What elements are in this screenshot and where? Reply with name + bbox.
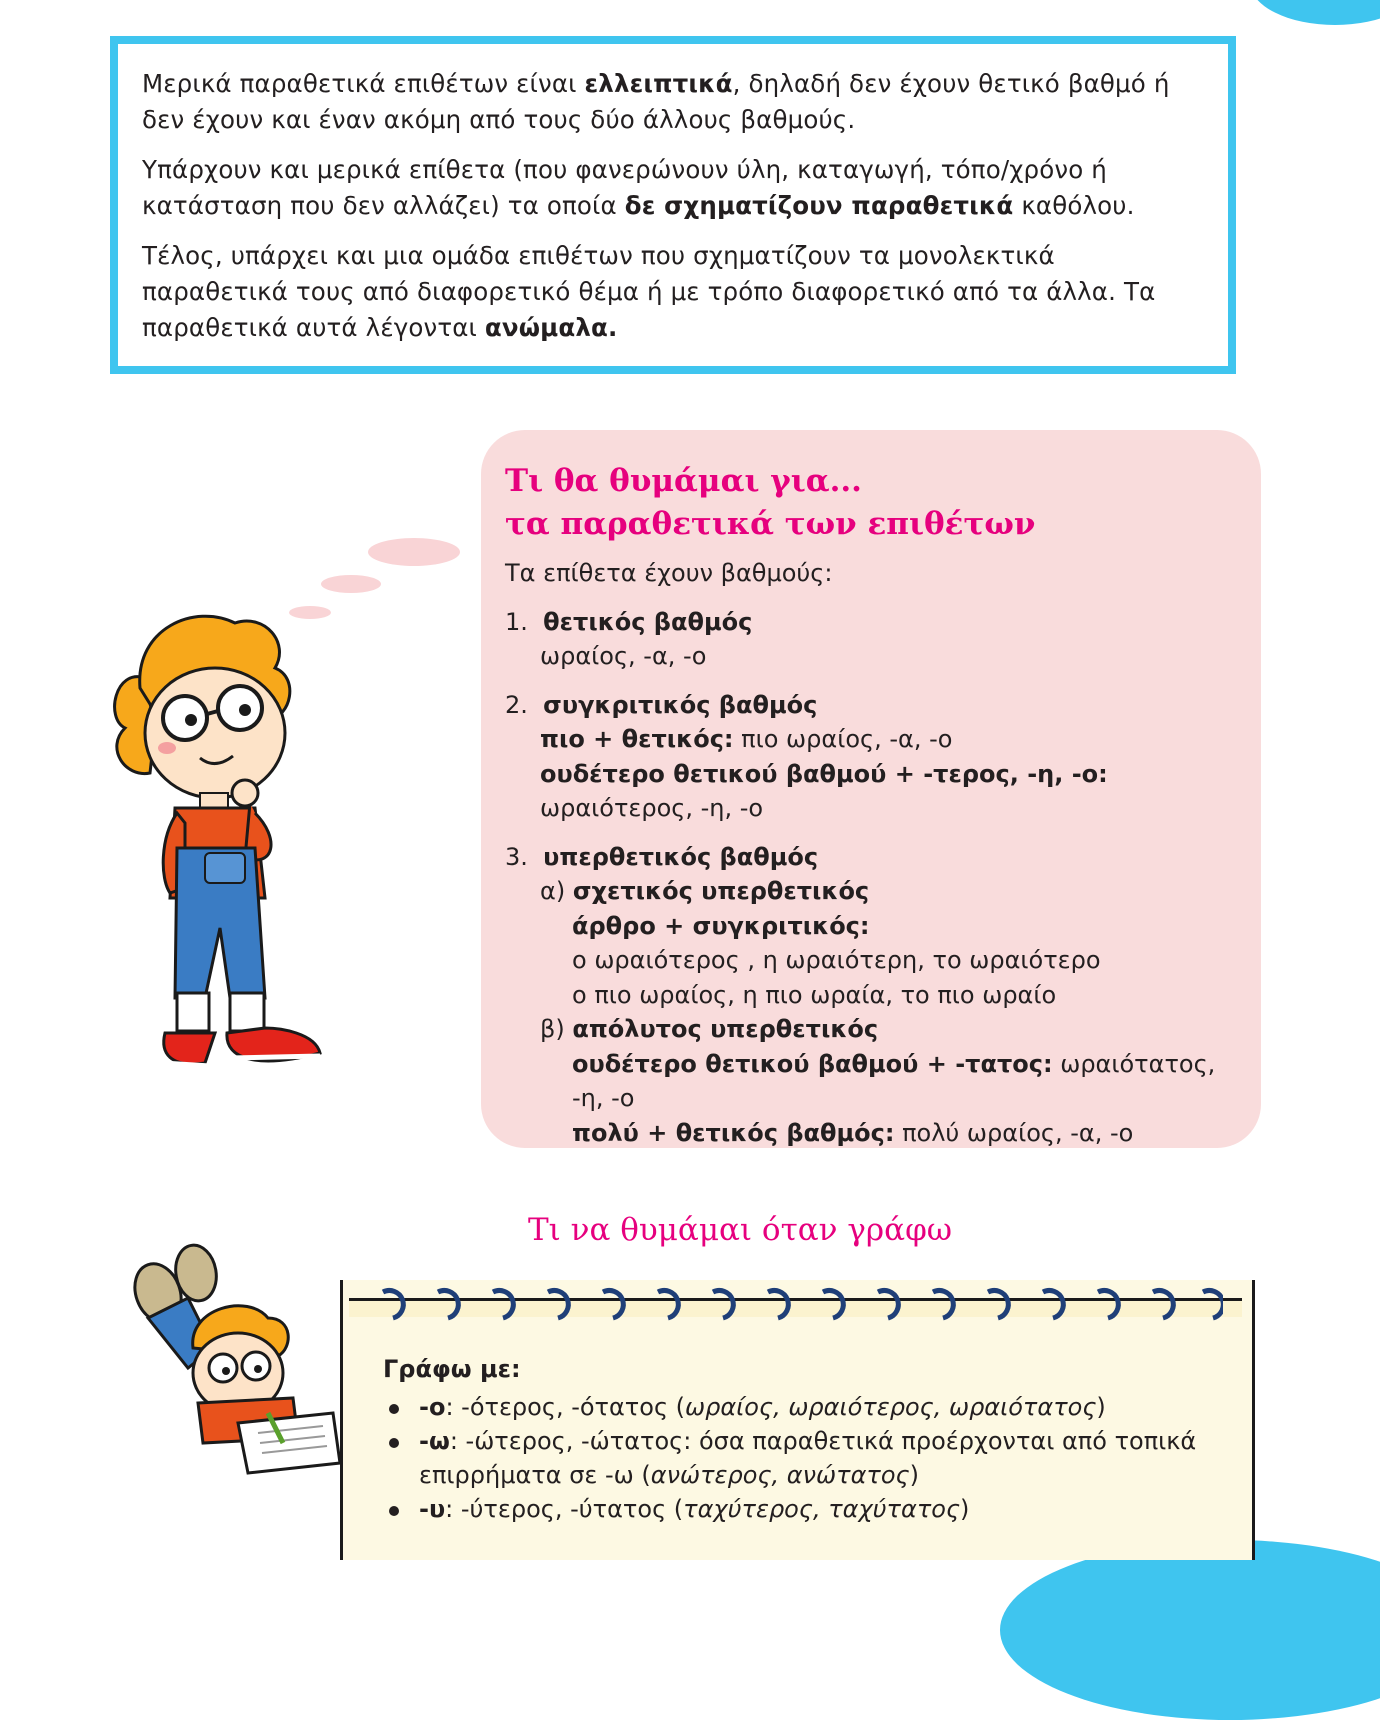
list-item: -υ: -ύτερος, -ύτατος (ταχύτερος, ταχύτατος)	[383, 1492, 1232, 1526]
degree-item-superlative: 3. υπερθετικός βαθμός	[505, 842, 819, 871]
comparative-rule-1: πιο + θετικός: πιο ωραίος, -α, -ο	[540, 725, 953, 753]
superlative-absolute: β) απόλυτος υπερθετικός	[540, 1015, 879, 1043]
writing-notepad	[340, 1280, 1255, 1560]
superlative-relative-example-2: ο πιο ωραίος, η πιο ωραία, το πιο ωραίο	[572, 980, 1057, 1009]
info-paragraph-1: Μερικά παραθετικά επιθέτων είναι ελλειπτικά, δηλαδή δεν έχουν θετικό βαθμό ή δεν έχουν και έναν ακόμη από τους δύο άλλους βαθμούς.	[142, 69, 1170, 134]
thinking-boy-illustration	[105, 608, 350, 1098]
writing-head: Γράφω με:	[383, 1355, 521, 1383]
degree-example: ωραίος, -α, -ο	[540, 642, 707, 670]
superlative-absolute-rule-2: πολύ + θετικός βαθμός: πολύ ωραίος, -α, -ο	[572, 1118, 1134, 1147]
degree-item-comparative: 2. συγκριτικός βαθμός	[505, 690, 818, 719]
superlative-relative-rule: άρθρο + συγκριτικός:	[572, 911, 870, 940]
writing-rules-list	[383, 1390, 1232, 1526]
superlative-relative: α) σχετικός υπερθετικός	[540, 877, 870, 905]
degrees-intro: Τα επίθετα έχουν βαθμούς:	[505, 559, 833, 587]
reading-boy-illustration	[118, 1238, 343, 1478]
remember-panel-title: Τι θα θυμάμαι για... τα παραθετικά των επιθέτων	[505, 463, 1036, 542]
superlative-absolute-rule-1: ουδέτερο θετικού βαθμού + -τατος: ωραιότατος, -η, -ο	[572, 1049, 1216, 1112]
remember-panel	[481, 430, 1261, 1148]
spiral-rings-icon	[373, 1274, 1223, 1344]
list-item: -ο: -ότερος, -ότατος (ωραίος, ωραιότερος, ωραιότατος)	[383, 1390, 1232, 1424]
list-item: -ω: -ώτερος, -ώτατος: όσα παραθετικά προέρχονται από τοπικά επιρρήματα σε -ω (ανώτερος, ανώτατος)	[383, 1424, 1232, 1492]
writing-title: Τι να θυμάμαι όταν γράφω	[527, 1212, 953, 1248]
info-paragraph-2: Υπάρχουν και μερικά επίθετα (που φανερώνουν ύλη, καταγωγή, τόπο/χρόνο ή κατάσταση που δεν αλλάζει) τα οποία δε σχηματίζουν παραθετικά καθόλου.	[142, 155, 1135, 220]
thought-bubble-medium	[321, 575, 381, 593]
corner-decoration	[1250, 0, 1380, 25]
thought-bubble-large	[368, 538, 460, 566]
info-paragraph-3: Τέλος, υπάρχει και μια ομάδα επιθέτων που σχηματίζουν τα μονολεκτικά παραθετικά τους από διαφορετικό θέμα ή με τρόπο διαφορετικό από τα άλλα. Τα παραθετικά αυτά λέγονται ανώμαλα.	[142, 241, 1156, 342]
corner-decoration-bottom	[1000, 1540, 1380, 1720]
comparative-rule-2-example: ωραιότερος, -η, -ο	[540, 794, 764, 822]
comparative-rule-2: ουδέτερο θετικού βαθμού + -τερος, -η, -ο:	[540, 759, 1108, 788]
info-box	[110, 36, 1236, 374]
degree-item-positive: 1. θετικός βαθμός	[505, 607, 753, 636]
superlative-relative-example-1: ο ωραιότερος , η ωραιότερη, το ωραιότερο	[572, 946, 1101, 974]
